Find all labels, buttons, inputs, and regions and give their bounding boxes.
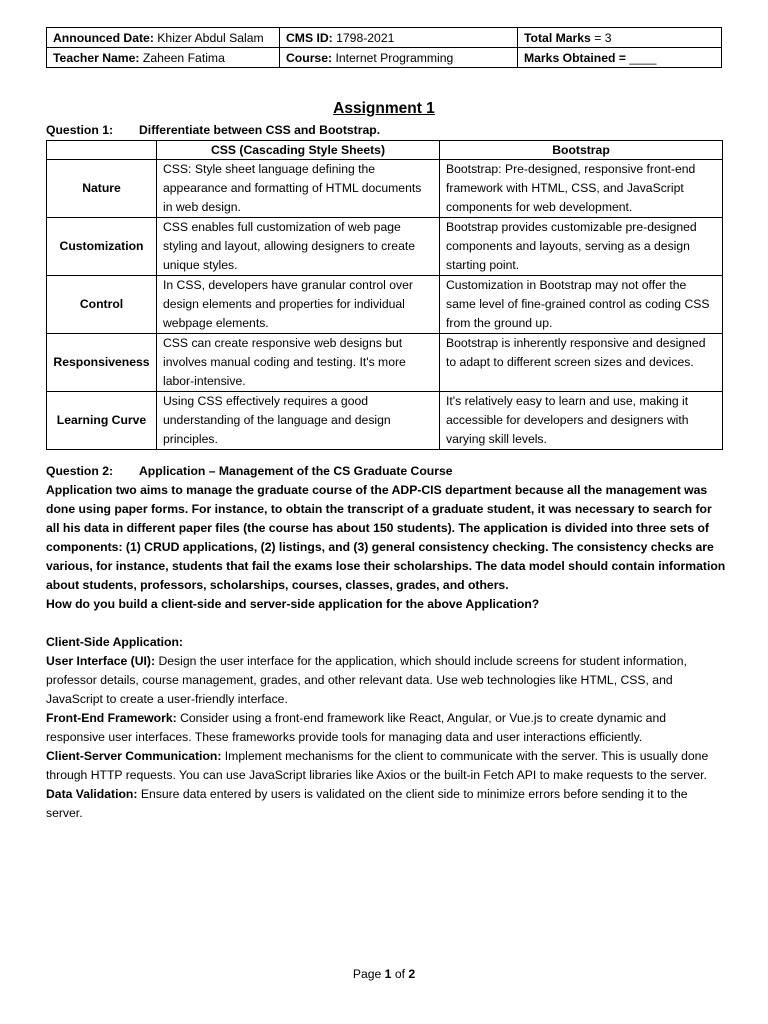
row-css: CSS: Style sheet language defining the appearance and formatting of HTML documents in web design. bbox=[157, 160, 440, 218]
client-item-ui bbox=[46, 652, 726, 709]
table-row bbox=[47, 392, 723, 450]
page-word: Page bbox=[352, 967, 382, 981]
client-item-framework bbox=[46, 709, 726, 747]
row-bootstrap: It's relatively easy to learn and use, making it accessible for developers and designers with varying skill levels. bbox=[440, 392, 723, 450]
question-1 bbox=[46, 121, 726, 139]
cms-id-label: CMS ID: bbox=[286, 30, 333, 45]
cms-id-value: 1798-2021 bbox=[336, 30, 395, 45]
row-bootstrap: Bootstrap: Pre-designed, responsive front-end framework with HTML, CSS, and JavaScript components for web development. bbox=[440, 160, 723, 218]
course-value: Internet Programming bbox=[335, 50, 454, 65]
question-1-text: Differentiate between CSS and Bootstrap. bbox=[139, 123, 381, 137]
table-header-empty bbox=[47, 141, 157, 160]
teacher-name-value: Zaheen Fatima bbox=[142, 50, 225, 65]
client-item-label: Client-Server Communication: bbox=[46, 749, 222, 763]
teacher-name-cell bbox=[47, 48, 280, 68]
row-aspect: Nature bbox=[47, 160, 157, 218]
row-aspect: Learning Curve bbox=[47, 392, 157, 450]
table-header-bootstrap: Bootstrap bbox=[440, 141, 723, 160]
row-bootstrap: Bootstrap is inherently responsive and designed to adapt to different screen sizes and devices. bbox=[440, 334, 723, 392]
question-2-label: Question 2: bbox=[46, 464, 114, 478]
page-of-word: of bbox=[394, 967, 406, 981]
total-marks-value: = 3 bbox=[594, 30, 612, 45]
table-row bbox=[47, 218, 723, 276]
total-marks-cell bbox=[518, 28, 722, 48]
client-item-text: Design the user interface for the application, which should include screens for student information, professor details, course management, grades, and other relevant data. Use web technologies like HTML, CSS, and JavaScript to create a user-friendly interface. bbox=[46, 654, 687, 706]
row-bootstrap: Bootstrap provides customizable pre-designed components and layouts, serving as a design starting point. bbox=[440, 218, 723, 276]
client-item-text: Implement mechanisms for the client to communicate with the server. This is usually done through HTTP requests. You can use JavaScript libraries like Axios or the built-in Fetch API to make requests to the server. bbox=[46, 749, 709, 782]
page-current: 1 bbox=[384, 967, 392, 981]
marks-obtained-cell bbox=[518, 48, 722, 68]
total-marks-label: Total Marks bbox=[524, 30, 591, 45]
page-title: Assignment 1 bbox=[333, 100, 435, 117]
question-2-question: How do you build a client-side and server-side application for the above Application? bbox=[46, 597, 540, 611]
announced-date-label: Announced Date: bbox=[53, 30, 154, 45]
client-item-label: Front-End Framework: bbox=[46, 711, 177, 725]
table-row bbox=[47, 160, 723, 218]
course-cell bbox=[280, 48, 518, 68]
row-css: In CSS, developers have granular control over design elements and properties for individual webpage elements. bbox=[157, 276, 440, 334]
announced-date-value: Khizer Abdul Salam bbox=[157, 30, 264, 45]
table-row bbox=[47, 334, 723, 392]
client-item-communication bbox=[46, 747, 726, 785]
table-header-css: CSS (Cascading Style Sheets) bbox=[157, 141, 440, 160]
row-css: CSS enables full customization of web page styling and layout, allowing designers to create unique styles. bbox=[157, 218, 440, 276]
page-total: 2 bbox=[408, 967, 416, 981]
question-1-label: Question 1: bbox=[46, 123, 114, 137]
client-item-label: User Interface (UI): bbox=[46, 654, 156, 668]
row-css: Using CSS effectively requires a good understanding of the language and design principles. bbox=[157, 392, 440, 450]
row-aspect: Customization bbox=[47, 218, 157, 276]
teacher-name-label: Teacher Name: bbox=[53, 50, 140, 65]
question-2-body: Application two aims to manage the graduate course of the ADP-CIS department because all the management was done using paper forms. For instance, to obtain the transcript of a graduate student, it was necessary to search for all his data in different paper files (the course has about 150 students). The application is divided into three sets of components: (1) CRUD applications, (2) listings, and (3) general consistency checking. The consistency checks are various, for instance, students that fail the exams lose their scholarships. The data model should contain information about students, professors, scholarships, courses, classes, grades, and others. bbox=[46, 483, 726, 592]
client-item-validation bbox=[46, 785, 726, 823]
question-2-section bbox=[46, 462, 726, 823]
row-aspect: Responsiveness bbox=[47, 334, 157, 392]
row-bootstrap: Customization in Bootstrap may not offer the same level of fine-grained control as coding CSS from the ground up. bbox=[440, 276, 723, 334]
marks-obtained-label: Marks Obtained = bbox=[524, 50, 626, 65]
announced-date-cell bbox=[47, 28, 280, 48]
table-row bbox=[47, 276, 723, 334]
spacer bbox=[46, 614, 726, 633]
client-side-heading: Client-Side Application: bbox=[46, 635, 183, 649]
client-item-label: Data Validation: bbox=[46, 787, 138, 801]
row-css: CSS can create responsive web designs but involves manual coding and testing. It's more labor-intensive. bbox=[157, 334, 440, 392]
table-header-row bbox=[47, 141, 723, 160]
header-row-2 bbox=[47, 48, 722, 68]
header-row-1 bbox=[47, 28, 722, 48]
cms-id-cell bbox=[280, 28, 518, 48]
question-2-title: Application – Management of the CS Graduate Course bbox=[139, 464, 453, 478]
client-item-text: Ensure data entered by users is validated on the client side to minimize errors before sending it to the server. bbox=[46, 787, 688, 820]
comparison-table bbox=[46, 140, 723, 450]
client-item-text: Consider using a front-end framework like React, Angular, or Vue.js to create dynamic and responsive user interfaces. These frameworks provide tools for managing data and user interactions efficiently. bbox=[46, 711, 667, 744]
row-aspect: Control bbox=[47, 276, 157, 334]
page-footer bbox=[0, 965, 768, 984]
course-label: Course: bbox=[286, 50, 333, 65]
header-info-table bbox=[46, 27, 722, 68]
question-2-heading bbox=[46, 462, 726, 481]
marks-obtained-value: ____ bbox=[629, 50, 657, 65]
